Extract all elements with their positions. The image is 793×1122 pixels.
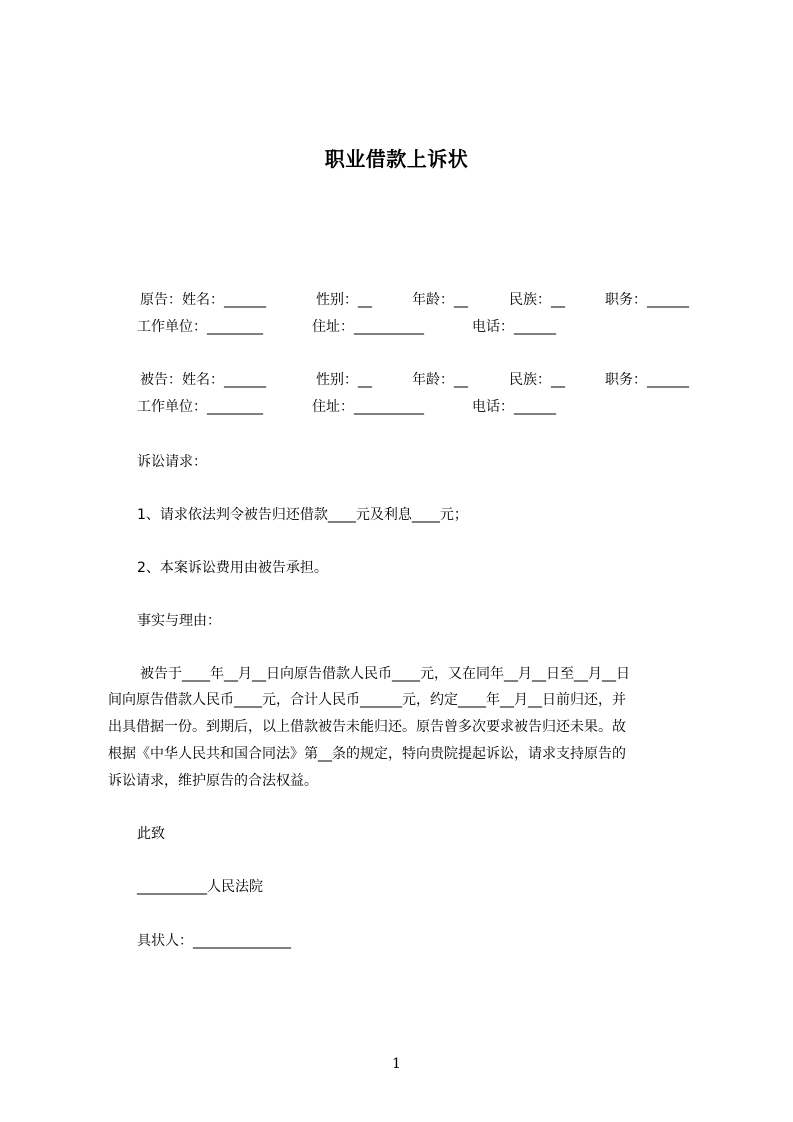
plaintiff-address: 住址：__________ [312, 319, 424, 335]
plaintiff-position: 职务：______ [605, 292, 689, 308]
claims-heading: 诉讼请求： [137, 454, 207, 470]
facts-line: 被告于____年__月__日向原告借款人民币____元，又在同年__月__日至__月__日 [140, 666, 630, 682]
page-number: 1 [392, 1056, 401, 1072]
court-name: __________人民法院 [137, 879, 263, 895]
facts-line: 根据《中华人民共和国合同法》第__条的规定，特向贵院提起诉讼，请求支持原告的 [108, 746, 626, 762]
defendant-name: 被告：姓名：______ [140, 372, 266, 388]
facts-heading: 事实与理由： [137, 613, 221, 629]
defendant-position: 职务：______ [605, 372, 689, 388]
defendant-employer: 工作单位：________ [137, 399, 263, 415]
document-title: 职业借款上诉状 [324, 147, 469, 171]
plaintiff-age: 年龄：__ [412, 292, 468, 308]
claim-item: 2、本案诉讼费用由被告承担。 [137, 560, 328, 576]
defendant-gender: 性别：__ [316, 372, 372, 388]
plaintiff-employer: 工作单位：________ [137, 319, 263, 335]
facts-line: 间向原告借款人民币____元，合计人民币______元，约定____年__月__日前归还，并 [108, 692, 626, 708]
plaintiff-ethnicity: 民族：__ [509, 292, 565, 308]
facts-line: 出具借据一份。到期后，以上借款被告未能归还。原告曾多次要求被告归还未果。故 [108, 719, 626, 735]
claim-item: 1、请求依法判令被告归还借款____元及利息____元； [137, 507, 468, 523]
defendant-address: 住址：__________ [312, 399, 424, 415]
closing: 此致 [137, 826, 165, 842]
plaintiff-phone: 电话：______ [472, 319, 556, 335]
plaintiff-name: 原告：姓名：______ [140, 292, 266, 308]
defendant-phone: 电话：______ [472, 399, 556, 415]
defendant-age: 年龄：__ [412, 372, 468, 388]
signature-line: 具状人：______________ [137, 933, 291, 949]
facts-line: 诉讼请求，维护原告的合法权益。 [108, 773, 318, 789]
defendant-ethnicity: 民族：__ [509, 372, 565, 388]
plaintiff-gender: 性别：__ [316, 292, 372, 308]
